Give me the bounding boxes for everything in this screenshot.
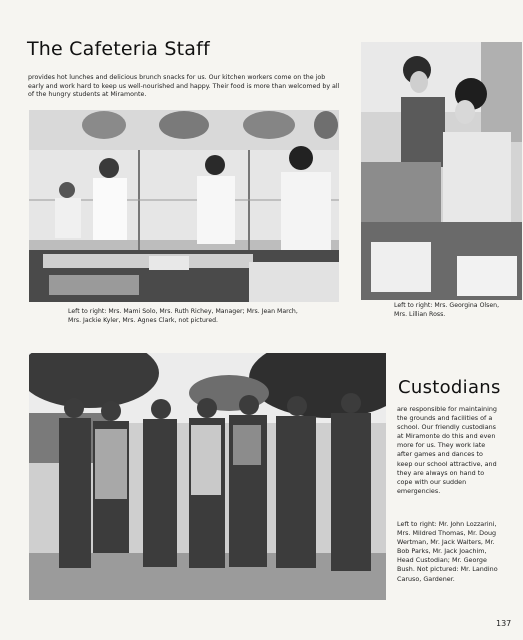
kitchen-staff-photo <box>29 110 339 302</box>
two-workers-photo <box>361 42 522 300</box>
kitchen-photo-caption: Left to right: Mrs. Mami Solo, Mrs. Ruth Richey, Manager; Mrs. Jean March, Mrs. Jackie Kyler, Mrs. Agnes Clark, not pictured. <box>68 308 298 324</box>
custodians-photo <box>29 353 386 600</box>
two-workers-caption: Left to right: Mrs. Georgina Olsen, Mrs. Lillian Ross. <box>394 302 500 318</box>
custodians-caption: Left to right: Mr. John Lozzarini, Mrs. Mildred Thomas, Mr. Doug Wertman, Mr. Jack Walters, Mr. Bob Parks, Mr. Jack Joachim, Head Custodian; Mr. George Bush. Not pictured: Mr. Landino Caruso, Gardener. <box>397 520 498 583</box>
page-number: 137 <box>496 619 512 628</box>
section-title: The Cafeteria Staff <box>27 38 210 60</box>
custodians-title: Custodians <box>398 377 501 398</box>
section-intro: provides hot lunches and delicious brunch snacks for us. Our kitchen workers come on the job early and work hard to keep us well-nourished and happy. Their food is more than welcomed by all of the hungry students at Miramonte. <box>28 74 340 99</box>
custodians-body: are responsible for maintaining the grounds and facilities of a school. Our friendly custodians at Miramonte do this and even more for us. They work late after games and dances to keep our school attractive, and they are always on hand to cope with our sudden emergencies. <box>397 405 497 495</box>
